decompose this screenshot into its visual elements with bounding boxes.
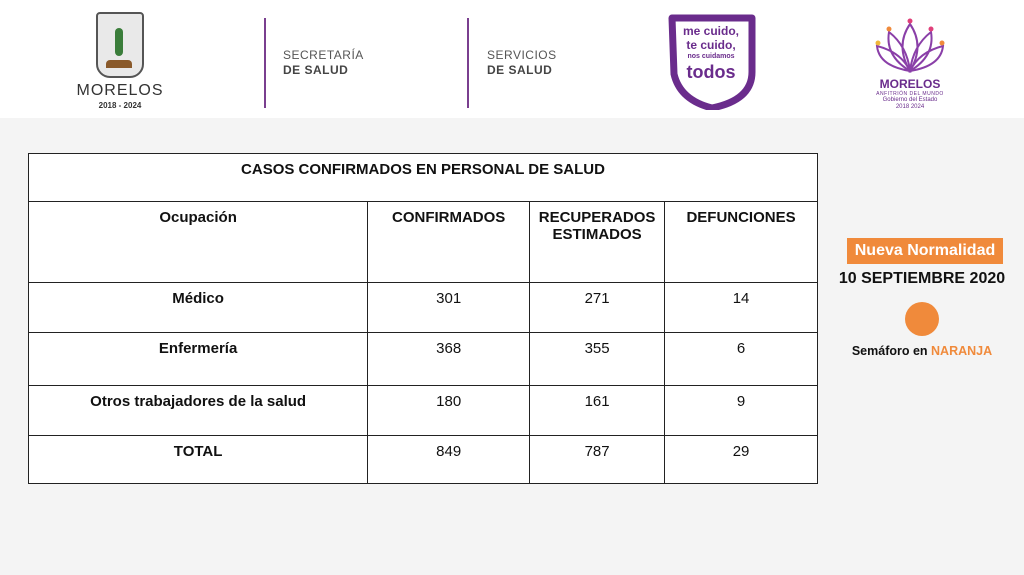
state-name: MORELOS	[76, 82, 164, 99]
table-row	[29, 386, 818, 436]
status-panel	[832, 238, 1012, 358]
cell-defunciones: 6	[665, 333, 818, 386]
table-row	[29, 333, 818, 386]
cell-confirmados: 301	[368, 283, 530, 333]
cell-recuperados: 161	[530, 386, 665, 436]
cell-confirmados: 368	[368, 333, 530, 386]
column-header-recuperados: RECUPERADOS ESTIMADOS	[530, 202, 665, 283]
servicios-salud-label: SERVICIOS DE SALUD	[487, 48, 557, 77]
column-header-ocupacion: Ocupación	[29, 202, 368, 283]
column-header-confirmados: CONFIRMADOS	[368, 202, 530, 283]
cell-ocupacion: Enfermería	[29, 333, 368, 386]
government-logo: MORELOS ANFITRIÓN DEL MUNDO Gobierno del Estado 2018 2024	[860, 16, 960, 111]
cell-ocupacion: Médico	[29, 283, 368, 333]
cell-recuperados: 787	[530, 436, 665, 484]
divider	[467, 18, 469, 108]
column-header-defunciones: DEFUNCIONES	[665, 202, 818, 283]
campaign-logo: me cuido, te cuido, nos cuidamos todos	[668, 14, 760, 110]
table-title: CASOS CONFIRMADOS EN PERSONAL DE SALUD	[29, 154, 818, 202]
lotus-flower-icon	[875, 16, 945, 76]
cell-confirmados: 180	[368, 386, 530, 436]
cell-confirmados: 849	[368, 436, 530, 484]
cell-recuperados: 355	[530, 333, 665, 386]
coat-of-arms-icon	[96, 12, 144, 78]
cell-ocupacion: Otros trabajadores de la salud	[29, 386, 368, 436]
divider	[264, 18, 266, 108]
state-years: 2018 - 2024	[98, 101, 142, 110]
traffic-light-dot-icon	[905, 302, 939, 336]
morelos-state-logo	[70, 12, 170, 110]
report-date: 10 SEPTIEMBRE 2020	[838, 270, 1006, 287]
secretaria-salud-label: SECRETARÍA DE SALUD	[283, 48, 364, 77]
health-staff-cases-table	[28, 153, 818, 484]
nueva-normalidad-badge: Nueva Normalidad	[847, 238, 1003, 264]
table-row	[29, 283, 818, 333]
semaforo-status: Semáforo en NARANJA	[851, 344, 993, 358]
cell-defunciones: 14	[665, 283, 818, 333]
header-banner	[0, 0, 1024, 118]
table-row-total	[29, 436, 818, 484]
cell-recuperados: 271	[530, 283, 665, 333]
cell-defunciones: 9	[665, 386, 818, 436]
cell-defunciones: 29	[665, 436, 818, 484]
cell-ocupacion: TOTAL	[29, 436, 368, 484]
